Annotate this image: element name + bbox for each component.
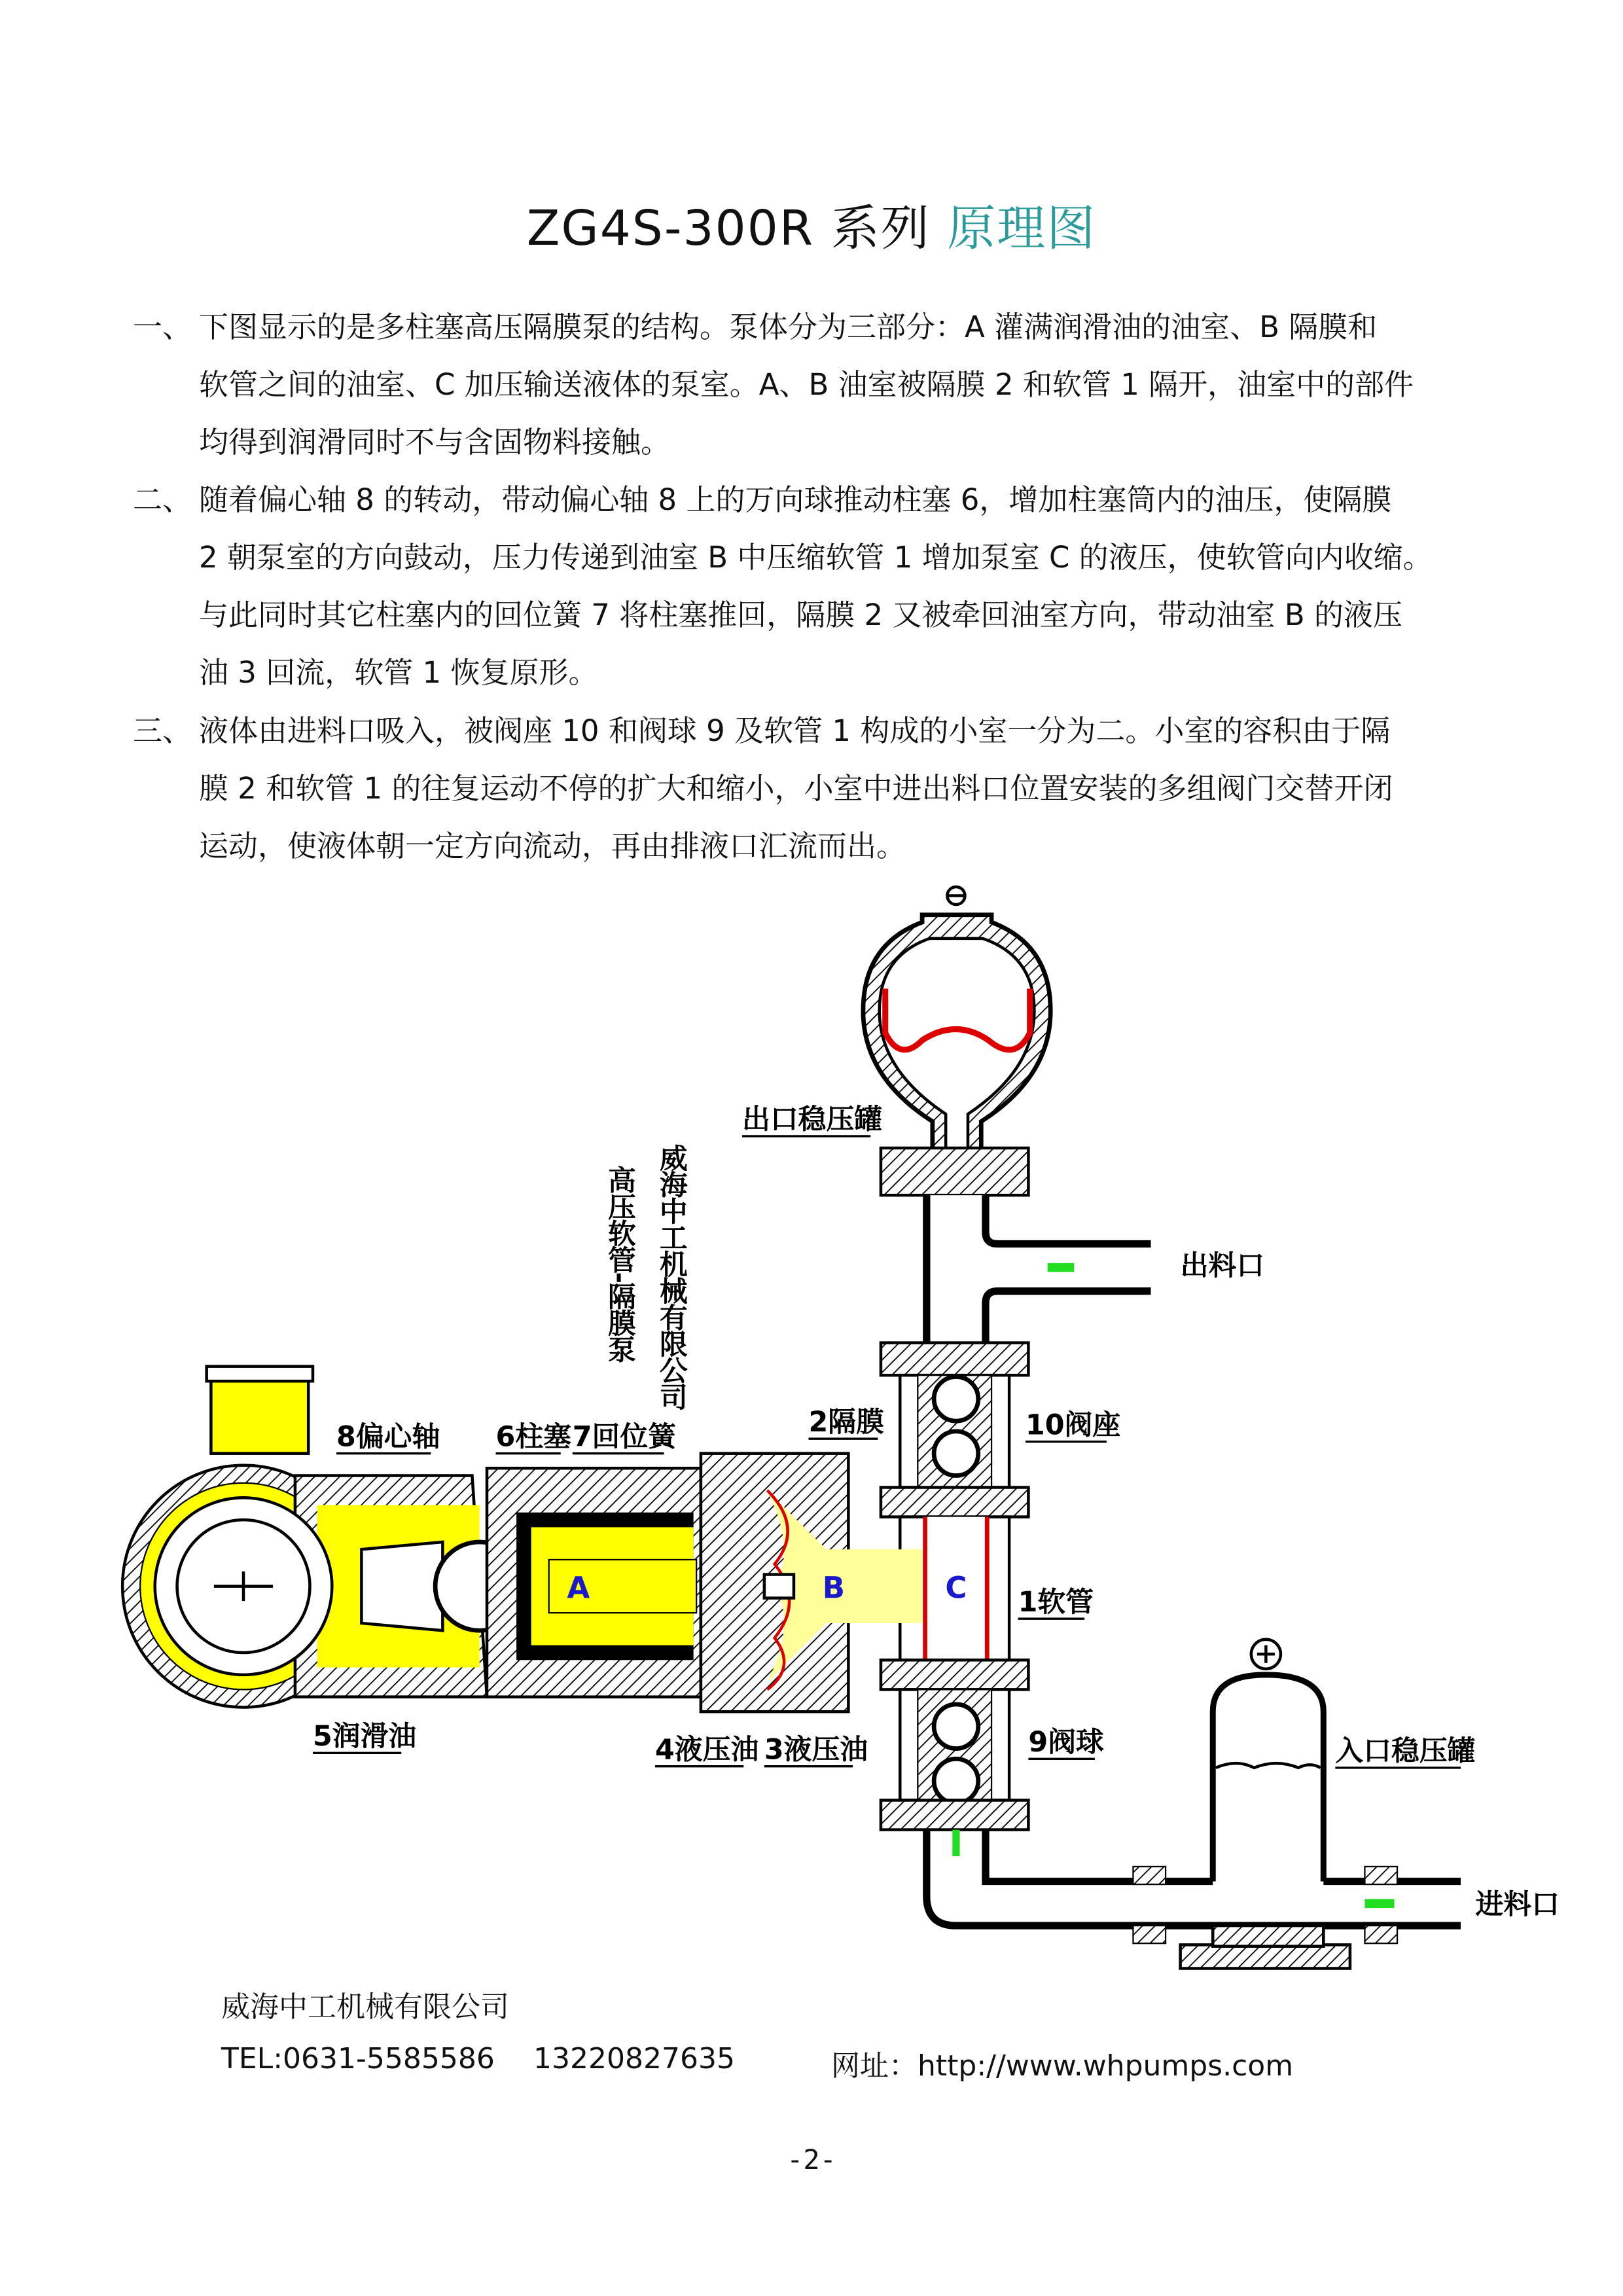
label-inlet: 进料口 bbox=[1475, 1888, 1560, 1922]
label-chamber-a: A bbox=[567, 1570, 590, 1605]
label-diaphragm: 2隔膜 bbox=[808, 1405, 884, 1439]
paragraph-line: 均得到润滑同时不与含固物料接触。 bbox=[199, 425, 671, 459]
paragraph-number: 二、 bbox=[133, 482, 192, 517]
paragraph-number: 三、 bbox=[133, 713, 192, 748]
inlet-surge-tank bbox=[1213, 1640, 1323, 1882]
title-highlight: 原理图 bbox=[947, 200, 1097, 257]
label-chamber-c: C bbox=[945, 1570, 967, 1605]
website-link[interactable]: http://www.whpumps.com bbox=[918, 2049, 1294, 2083]
paragraph-line: 油 3 回流，软管 1 恢复原形。 bbox=[199, 655, 598, 690]
page-number: -2- bbox=[787, 2144, 836, 2176]
paragraph-line: 2 朝泵室的方向鼓动，压力传递到油室 B 中压缩软管 1 增加泵室 C 的液压，使软管向内收缩。 bbox=[199, 540, 1433, 575]
footer-mobile: 13220827635 bbox=[533, 2042, 735, 2075]
label-eccentric-shaft: 8偏心轴 bbox=[336, 1420, 440, 1454]
pump-body bbox=[122, 1367, 922, 1712]
footer-company: 威海中工机械有限公司 bbox=[221, 1990, 509, 2024]
paragraph-line: 与此同时其它柱塞内的回位簧 7 将柱塞推回，隔膜 2 又被牵回油室方向，带动油室 B 的液压 bbox=[199, 598, 1402, 632]
upper-valve bbox=[881, 1343, 1028, 1517]
paragraph-line: 软管之间的油室、C 加压输送液体的泵室。A、B 油室被隔膜 2 和软管 1 隔开，油室中的部件 bbox=[199, 367, 1414, 402]
label-outlet: 出料口 bbox=[1180, 1249, 1265, 1282]
paragraph-line: 运动，使液体朝一定方向流动，再由排液口汇流而出。 bbox=[199, 829, 906, 863]
website-label: 网址： bbox=[831, 2049, 918, 2083]
label-plunger: 6柱塞 bbox=[495, 1420, 572, 1454]
vertical-product-name: 高压软管-隔膜泵 bbox=[603, 1166, 636, 1362]
label-lube-oil: 5润滑油 bbox=[312, 1720, 417, 1753]
suction-pipe bbox=[927, 1830, 1461, 1969]
vertical-company-name: 威海中工机械有限公司 bbox=[654, 1143, 688, 1410]
paragraph-line: 膜 2 和软管 1 的往复运动不停的扩大和缩小，小室中进出料口位置安装的多组阀门交替开闭 bbox=[199, 771, 1393, 806]
outlet-surge-tank bbox=[863, 887, 1050, 1166]
label-chamber-b: B bbox=[822, 1570, 845, 1605]
paragraph-number: 一、 bbox=[133, 310, 192, 344]
label-hose: 1软管 bbox=[1018, 1585, 1094, 1619]
label-return-spring: 7回位簧 bbox=[572, 1420, 677, 1454]
label-inlet-tank: 入口稳压罐 bbox=[1335, 1734, 1476, 1768]
label-hydraulic-oil-4: 4液压油 bbox=[655, 1733, 759, 1767]
discharge-pipe bbox=[881, 1148, 1151, 1372]
label-hydraulic-oil-3: 3液压油 bbox=[764, 1733, 868, 1767]
label-outlet-tank: 出口稳压罐 bbox=[742, 1103, 883, 1136]
title-main: ZG4S-300R 系列 bbox=[526, 200, 931, 257]
paragraph-line: 下图显示的是多柱塞高压隔膜泵的结构。泵体分为三部分：A 灌满润滑油的油室、B 隔膜和 bbox=[199, 310, 1378, 344]
paragraph-line: 液体由进料口吸入，被阀座 10 和阀球 9 及软管 1 构成的小室一分为二。小室的容积由于隔 bbox=[199, 713, 1391, 748]
paragraph-line: 随着偏心轴 8 的转动，带动偏心轴 8 上的万向球推动柱塞 6，增加柱塞筒内的油压，使隔膜 bbox=[199, 482, 1392, 517]
label-valve-ball: 9阀球 bbox=[1028, 1726, 1104, 1759]
lower-valve bbox=[881, 1689, 1028, 1829]
footer-tel: TEL:0631-5585586 bbox=[221, 2042, 495, 2075]
label-valve-seat: 10阀座 bbox=[1025, 1408, 1121, 1442]
footer-website bbox=[831, 2042, 1293, 2084]
